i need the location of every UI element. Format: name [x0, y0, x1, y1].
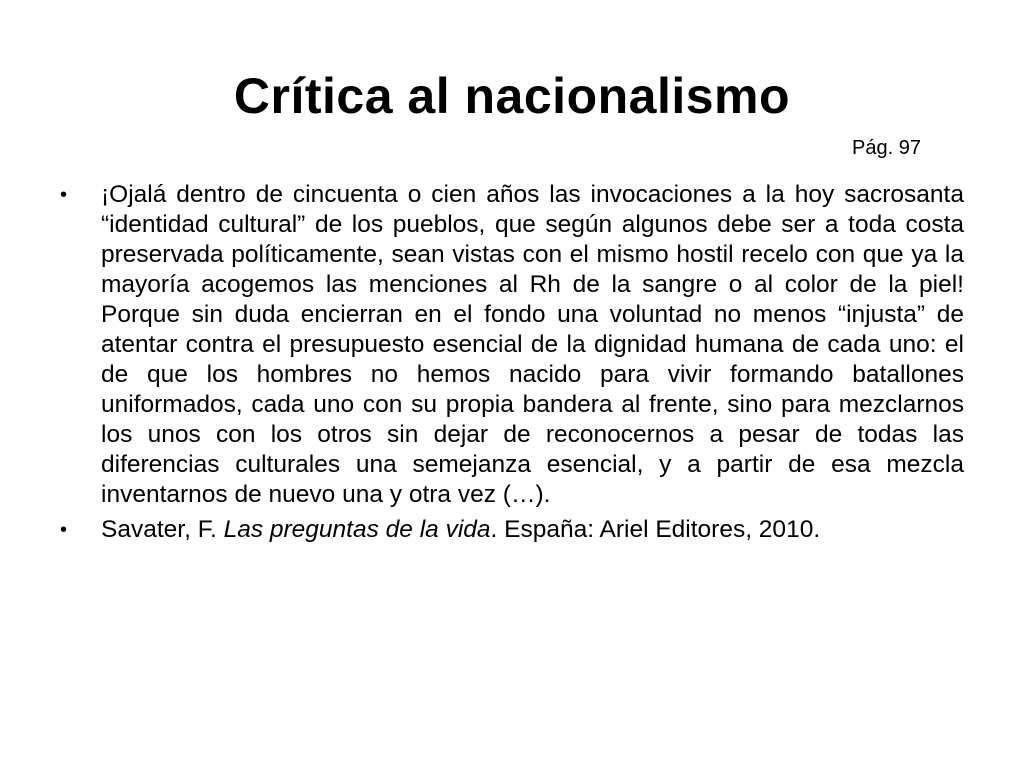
citation-bullet	[60, 515, 964, 545]
citation-text	[101, 515, 964, 545]
quote-bullet	[60, 180, 964, 510]
slide-title: Crítica al nacionalismo	[233, 68, 791, 124]
citation-book-title: Las preguntas de la vida	[223, 516, 491, 543]
quote-text: ¡Ojalá dentro de cincuenta o cien años las invocaciones a la hoy sacrosanta “identidad cultural” de los pueblos, que según algunos debe ser a toda costa preservada políticamente, sean vistas con el mismo hostil recelo con que ya la mayoría acogemos las menciones al Rh de la sangre o al color de la piel! Porque sin duda encierran en el fondo una voluntad no menos “injusta” de atentar contra el presupuesto esencial de la dignidad humana de cada uno: el de que los hombres no hemos nacido para vivir formando batallones uniformados, cada uno con su propia bandera al frente, sino para mezclarnos los unos con los otros sin dejar de reconocernos a pesar de todas las diferencias culturales una semejanza esencial, y a partir de esa mezcla inventarnos de nuevo una y otra vez (…).	[101, 181, 964, 508]
bullet-list	[60, 180, 964, 545]
bullet-icon: •	[60, 184, 68, 206]
page-reference: Pág. 97	[852, 137, 921, 159]
citation-publication: . España: Ariel Editores, 2010.	[490, 516, 821, 543]
citation-author: Savater, F.	[101, 516, 224, 543]
bullet-icon: •	[60, 519, 68, 541]
